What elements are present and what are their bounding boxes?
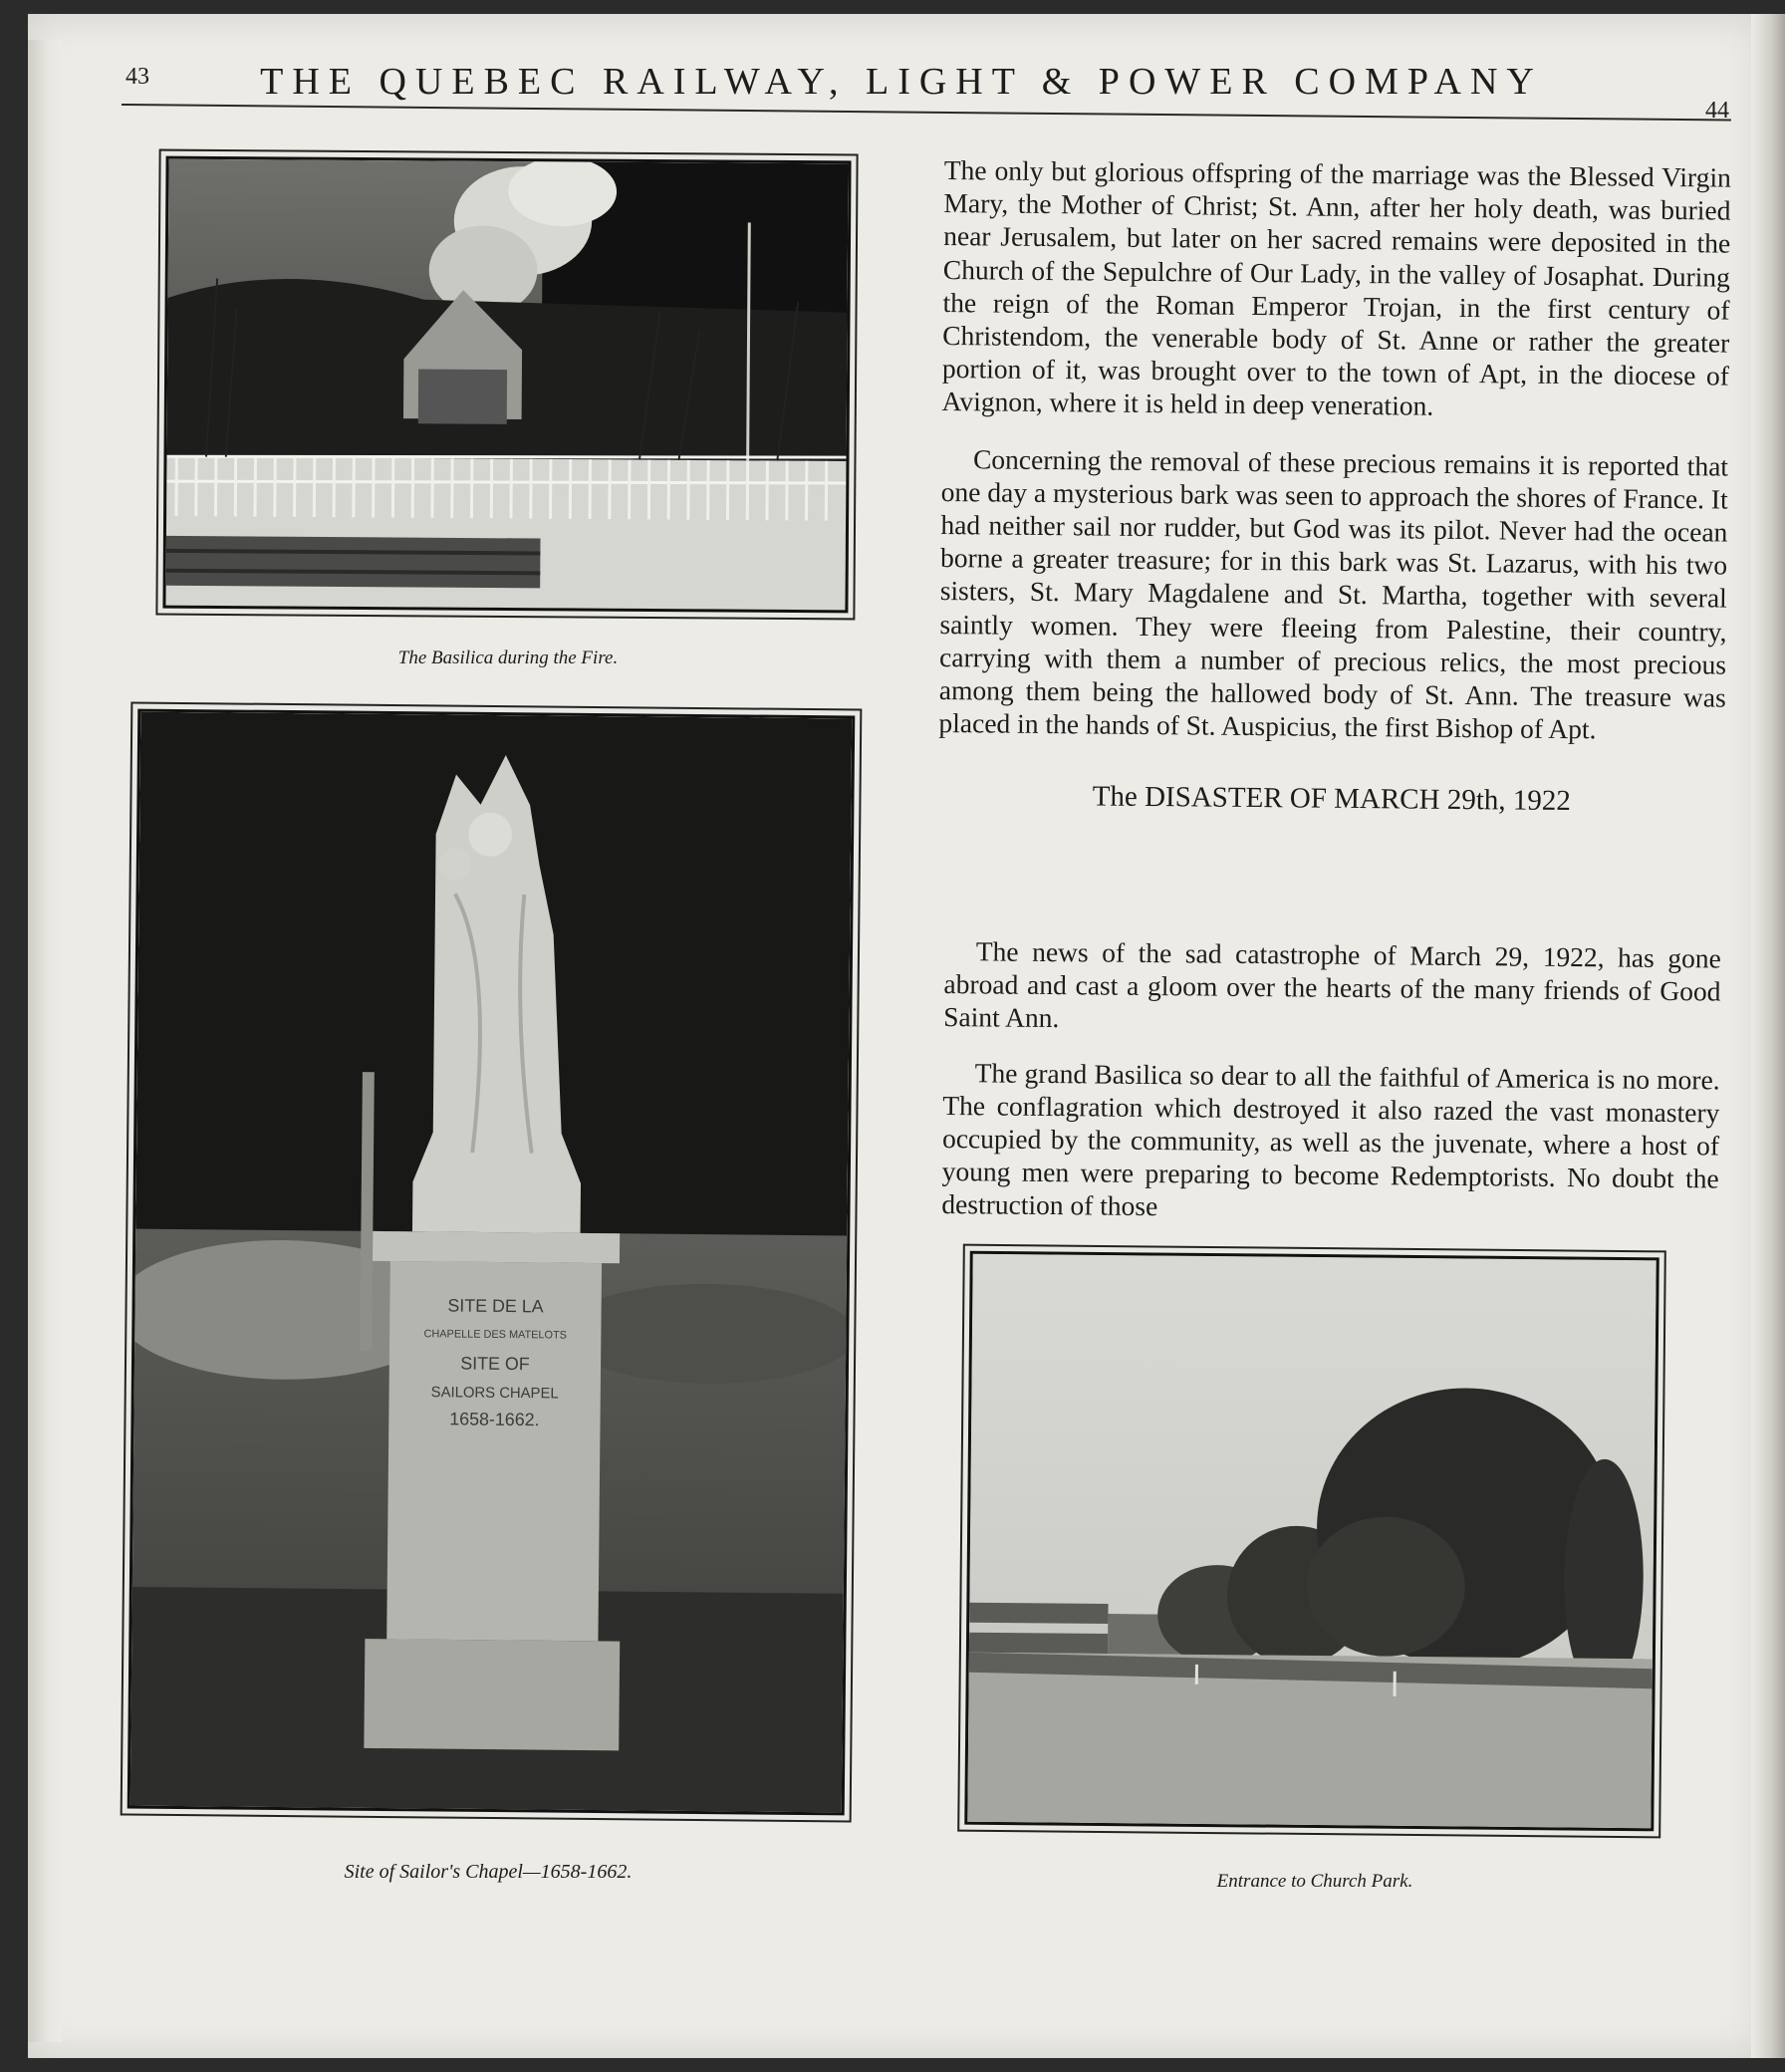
section-heading-disaster: The DISASTER OF MARCH 29th, 1922 — [1092, 780, 1572, 818]
inscription-line-1: SITE DE LA — [447, 1295, 544, 1317]
inscription-line-5: 1658-1662. — [449, 1409, 540, 1430]
photo-church-park — [957, 1244, 1666, 1839]
paragraph-news: The news of the sad catastrophe of March 29, 1922, has gone abroad and cast a gloom over the hearts of the many friends of Good Saint Ann. — [943, 935, 1721, 1034]
photo-basilica-fire — [155, 149, 858, 621]
paragraph-basilica: The grand Basilica so dear to all the faithful of America is no more. The conflagration which destroyed it also razed the vast monastery occupied by the community, as well as the juvenate, where a host of young men were preparing to become Redemptorists. No doubt the destruction of those — [941, 1056, 1720, 1222]
article-column-bottom — [941, 934, 1721, 1228]
page-gutter — [28, 40, 62, 2042]
paragraph-removal: Concerning the removal of these precious remains it is reported that one day a mysterious bark was seen to approach the shores of France. It had neither sail nor rudder, but God was its pilot. Never had the ocean borne a greater treasure; for in this bark was St. Lazarus, with his two sisters, St. Mary Magdalene and St. Martha, together with several saintly women. They were fleeing from Palestine, their country, carrying with them a number of precious relics, the most precious among them being the hallowed body of St. Ann. The treasure was placed in the hands of St. Auspicius, the first Bishop of Apt. — [938, 442, 1729, 745]
inscription-line-3: SITE OF — [460, 1353, 530, 1375]
inscription-line-2: CHAPELLE DES MATELOTS — [423, 1328, 568, 1342]
page-number-right: 44 — [1705, 98, 1729, 124]
church-park-image — [967, 1254, 1656, 1829]
sailors-chapel-image — [130, 712, 853, 1813]
caption-basilica-fire: The Basilica during the Fire. — [397, 648, 619, 668]
photo-sailors-chapel — [121, 702, 863, 1823]
caption-sailors-chapel: Site of Sailor's Chapel—1658-1662. — [344, 1861, 633, 1883]
page-edge — [1751, 14, 1785, 2058]
inscription-line-4: SAILORS CHAPEL — [430, 1384, 559, 1403]
paragraph-offspring: The only but glorious offspring of the marriage was the Blessed Virgin Mary, the Mother of Christ; St. Ann, after her holy death, was buried near Jerusalem, but later on her sacred remains were deposited in the Church of the Sepulchre of Our Lady, in the valley of Josaphat. During the reign of the Roman Emperor Trojan, in the first century of Christendom, the venerable body of St. Anne or rather the greater portion of it, was brought over to the town of Apt, in the diocese of Avignon, where it is held in deep veneration. — [941, 153, 1731, 422]
article-column-top — [937, 153, 1731, 854]
caption-church-park: Entrance to Church Park. — [1216, 1871, 1413, 1892]
running-head: THE QUEBEC RAILWAY, LIGHT & POWER COMPANY — [260, 61, 1543, 103]
page-number-left: 43 — [126, 64, 149, 90]
basilica-fire-image — [165, 159, 848, 611]
